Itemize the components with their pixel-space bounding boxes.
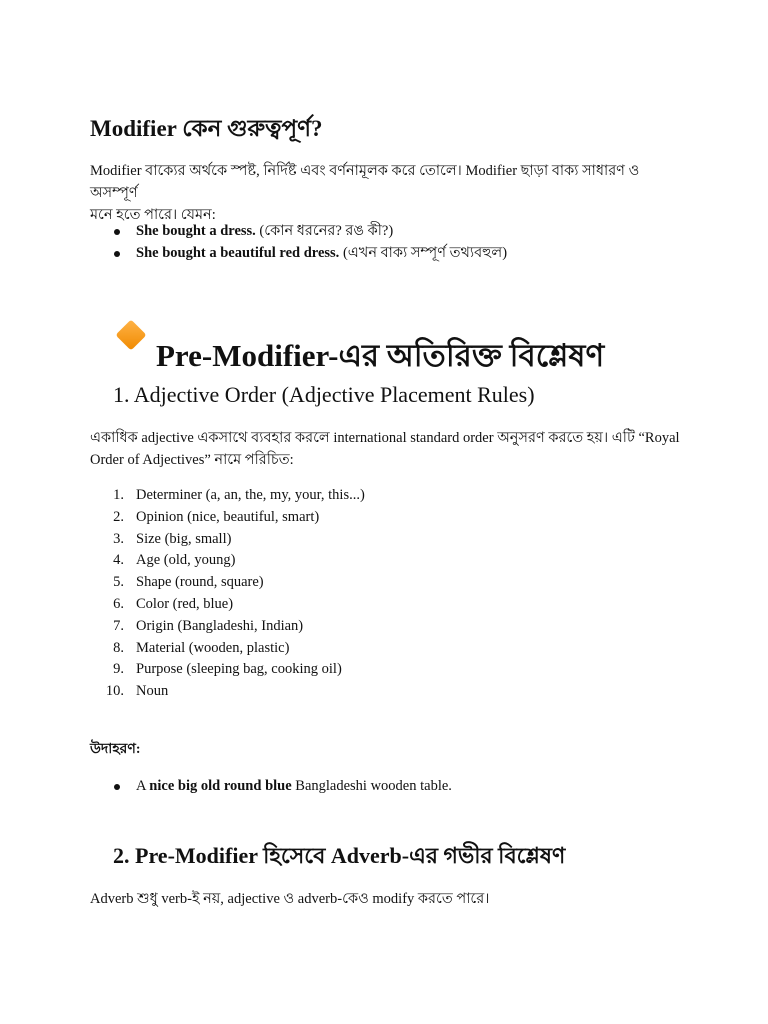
- example-label: উদাহরণ:: [90, 742, 141, 757]
- list-number: 6.: [113, 595, 124, 612]
- list-number: 7.: [113, 617, 124, 634]
- subheading-adverb: 2. Pre-Modifier হিসেবে Adverb-এর গভীর বিশ্লেষণ: [113, 843, 566, 868]
- paragraph-line: Modifier বাক্যের অর্থকে স্পষ্ট, নির্দিষ্ট এবং বর্ণনামূলক করে তোলে। Modifier ছাড়া বাক্য সাধারণ ও অসম্পূর্ণ: [90, 163, 640, 201]
- list-item: [90, 638, 365, 660]
- list-item: [90, 485, 365, 507]
- list-text: Determiner (a, an, the, my, your, this...): [136, 487, 365, 503]
- list-item: [90, 507, 365, 529]
- list-number: 5.: [113, 574, 124, 591]
- list-item: [90, 616, 365, 638]
- bullet-icon: [114, 784, 120, 790]
- list-number: 9.: [113, 661, 124, 678]
- list-text: Opinion (nice, beautiful, smart): [136, 508, 320, 525]
- list-text: Shape (round, square): [136, 574, 264, 591]
- example-note: (কোন ধরনের? রঙ কী?): [255, 223, 394, 239]
- list-item: [90, 659, 365, 681]
- example-note: (এখন বাক্য সম্পূর্ণ তথ্যবহুল): [339, 245, 508, 261]
- list-text: Noun: [136, 683, 169, 700]
- list-item: [90, 572, 365, 594]
- list-number: 2.: [113, 508, 124, 525]
- adverb-paragraph: Adverb শুধু verb-ই নয়, adjective ও adverb-কেও modify করতে পারে।: [90, 891, 490, 907]
- list-item: [90, 242, 507, 264]
- list-number: 3.: [113, 530, 124, 547]
- list-item: [90, 681, 365, 703]
- list-number: 8.: [113, 639, 124, 656]
- example-sentence: She bought a dress.: [136, 223, 256, 239]
- example-bullet-list: [90, 220, 507, 264]
- list-item: [90, 220, 507, 242]
- example-bullet-list: [90, 775, 452, 797]
- example-suffix: Bangladeshi wooden table.: [291, 778, 452, 794]
- main-heading-pre-modifier: Pre-Modifier-এর অতিরিক্ত বিশ্লেষণ: [156, 337, 605, 373]
- orange-diamond-icon: [115, 319, 146, 350]
- list-text: Color (red, blue): [136, 595, 234, 612]
- example-adjectives: nice big old round blue: [149, 778, 292, 794]
- adjective-order-paragraph: [90, 427, 690, 471]
- list-text: Material (wooden, plastic): [136, 639, 290, 656]
- paragraph-line: Order of Adjectives” নামে পরিচিত:: [90, 452, 294, 468]
- bullet-icon: [114, 251, 120, 257]
- list-item: [90, 775, 452, 797]
- example-prefix: A: [136, 778, 150, 794]
- paragraph-line: মনে হতে পারে। যেমন:: [90, 207, 216, 223]
- subheading-adjective-order: 1. Adjective Order (Adjective Placement Rules): [113, 382, 535, 407]
- section-paragraph: [90, 160, 690, 226]
- list-text: Age (old, young): [136, 552, 236, 569]
- list-text: Size (big, small): [136, 530, 232, 547]
- list-item: [90, 550, 365, 572]
- adjective-order-list: [90, 485, 365, 703]
- list-item: [90, 529, 365, 551]
- bullet-icon: [114, 229, 120, 235]
- list-number: 1.: [113, 487, 124, 503]
- paragraph-line: একাধিক adjective একসাথে ব্যবহার করলে international standard order অনুসরণ করতে হয়। এটি “Royal: [90, 430, 680, 446]
- list-text: Origin (Bangladeshi, Indian): [136, 617, 304, 634]
- section-heading-why-modifier: Modifier কেন গুরুত্বপূর্ণ?: [90, 116, 323, 141]
- list-item: [90, 594, 365, 616]
- example-sentence: She bought a beautiful red dress.: [136, 245, 340, 261]
- list-number: 4.: [113, 552, 124, 569]
- list-number: 10.: [105, 683, 124, 700]
- list-text: Purpose (sleeping bag, cooking oil): [136, 661, 342, 678]
